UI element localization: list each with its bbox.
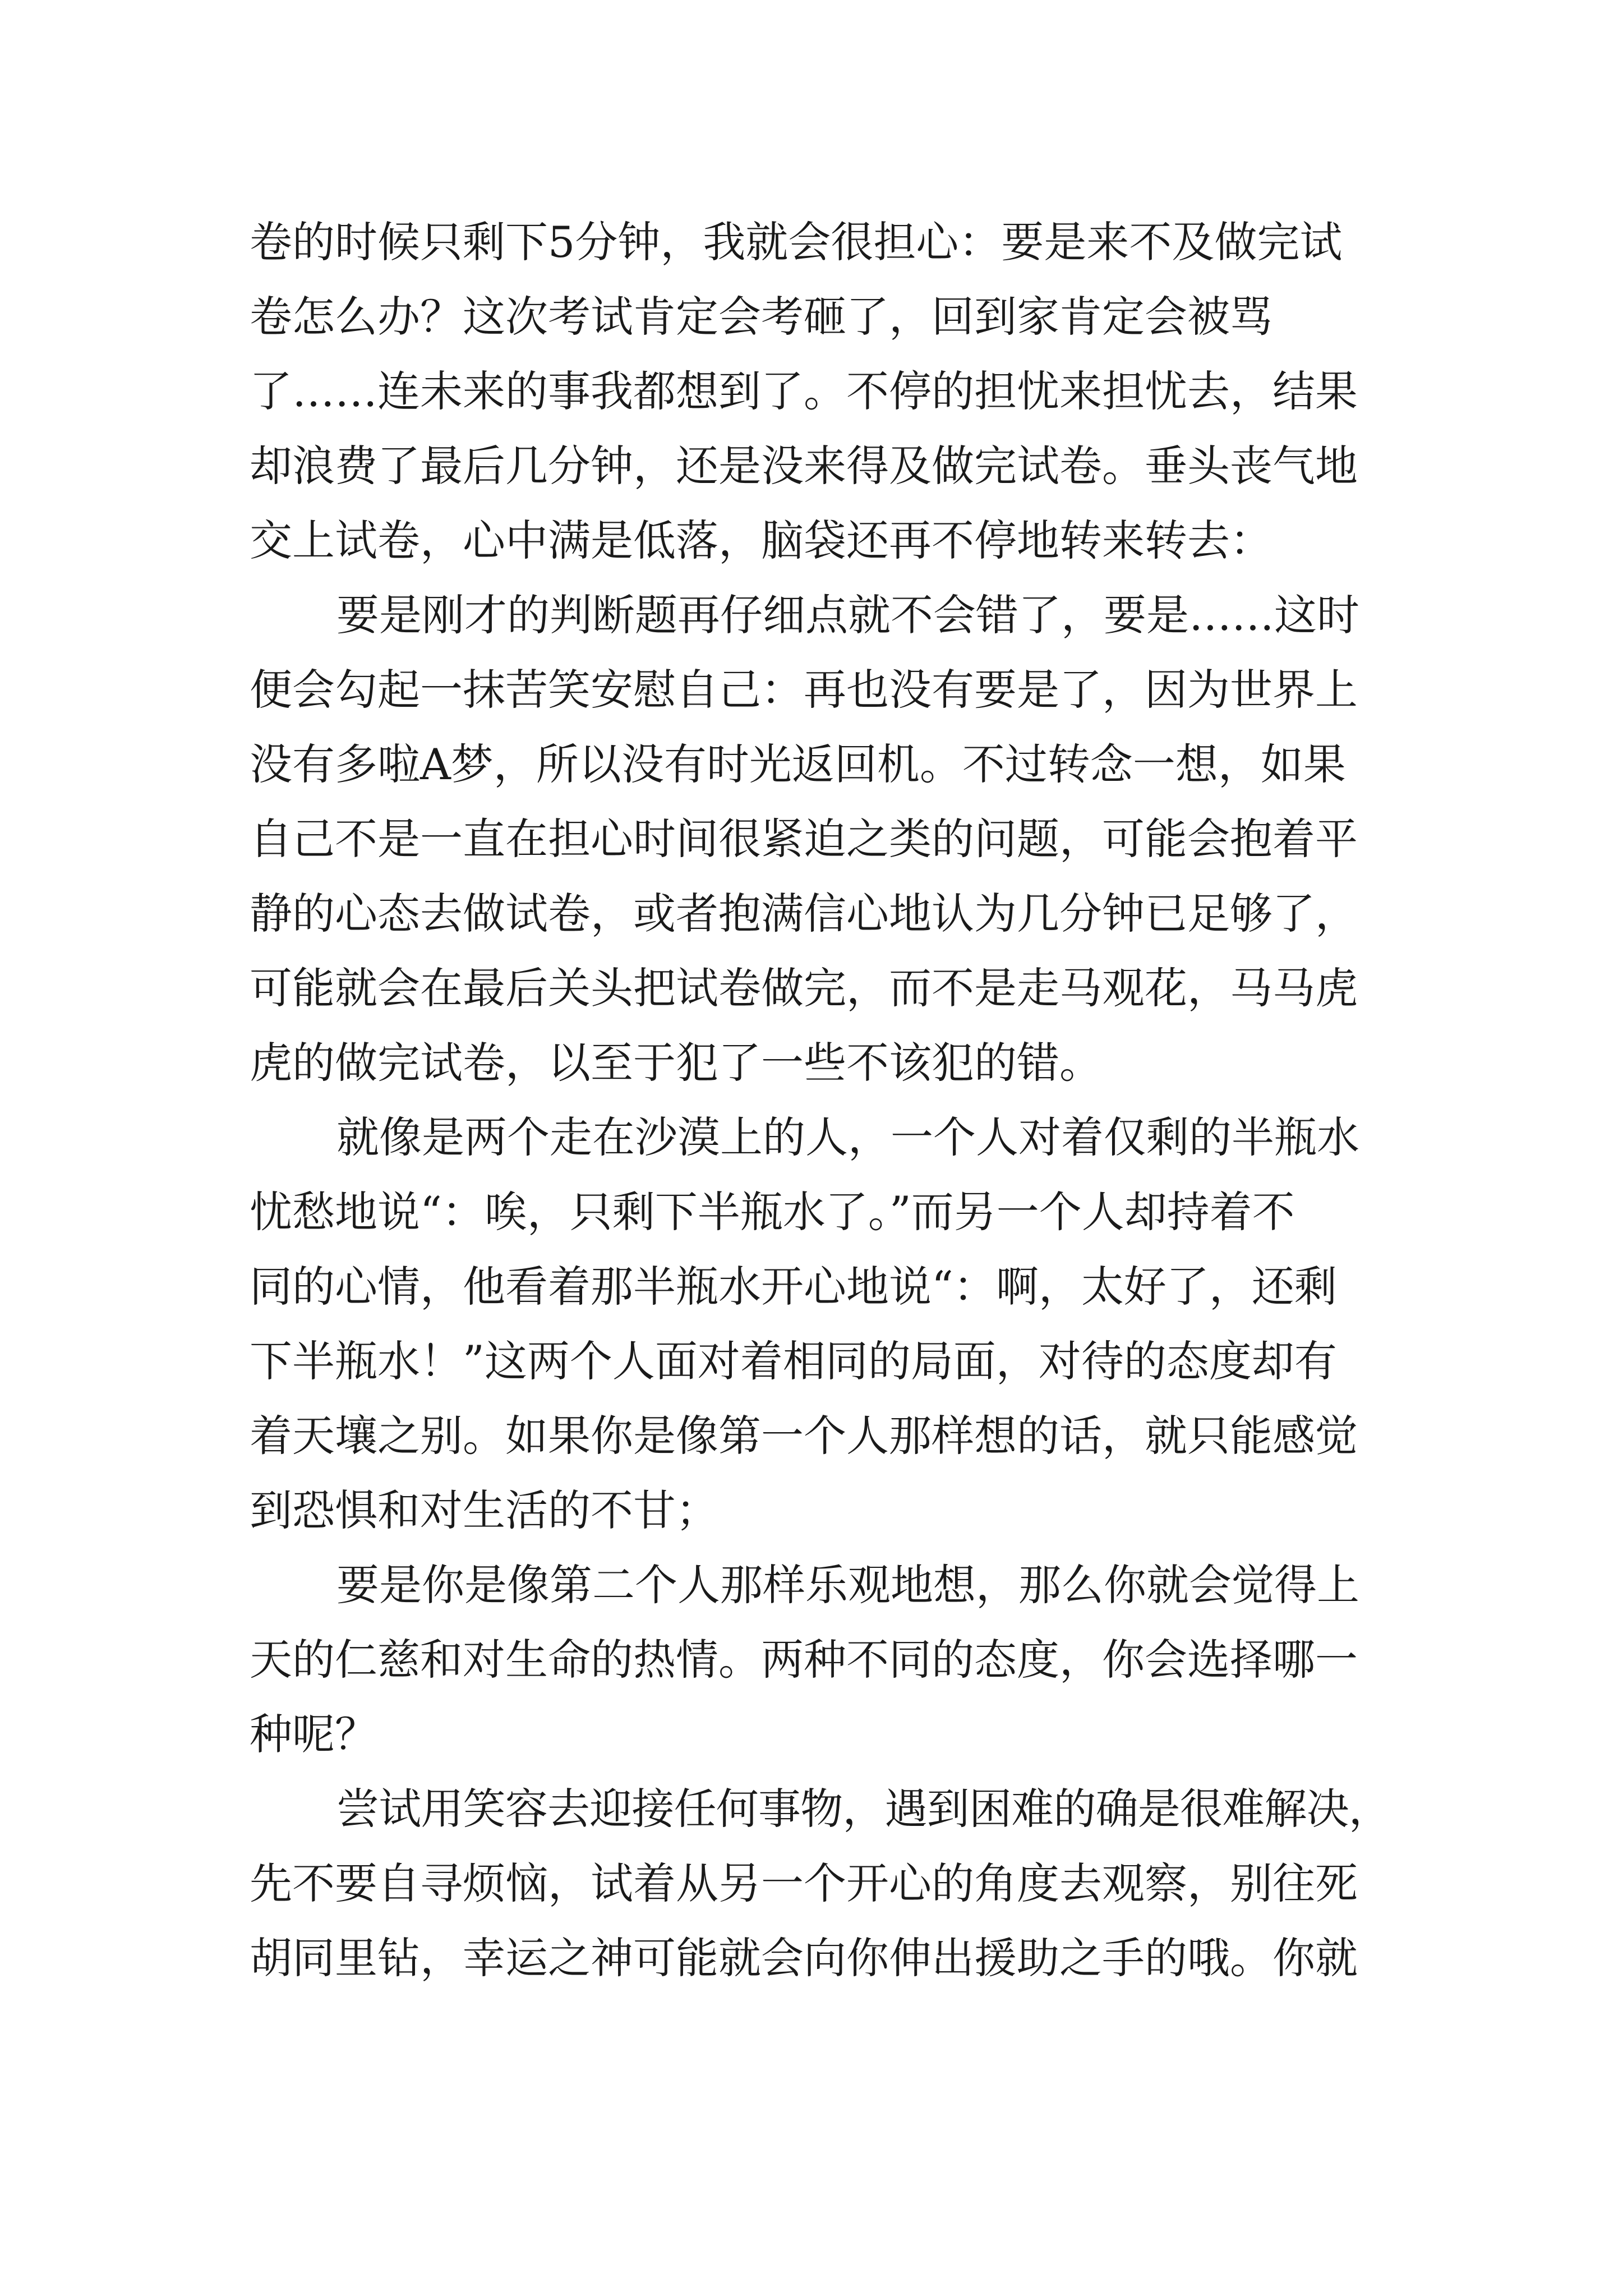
text-line: 忧愁地说“：唉，只剩下半瓶水了。”而另一个人却持着不	[250, 1187, 1295, 1237]
text-line: 到恐惧和对生活的不甘；	[250, 1485, 718, 1535]
text-line: 自己不是一直在担心时间很紧迫之类的问题，可能会抱着平	[250, 814, 1358, 864]
text-line: 种呢？	[250, 1709, 377, 1759]
text-line: 可能就会在最后关头把试卷做完，而不是走马观花，马马虎	[250, 963, 1358, 1013]
text-line: 下半瓶水！”这两个人面对着相同的局面，对待的态度却有	[250, 1336, 1337, 1386]
text-line: 就像是两个走在沙漠上的人，一个人对着仅剩的半瓶水	[336, 1112, 1359, 1162]
text-line: 着天壤之别。如果你是像第一个人那样想的话，就只能感觉	[250, 1411, 1358, 1461]
essay-body	[250, 205, 1391, 1995]
text-line: 要是刚才的判断题再仔细点就不会错了，要是……这时	[336, 590, 1359, 640]
text-line: 胡同里钻，幸运之神可能就会向你伸出援助之手的哦。你就	[250, 1933, 1358, 1983]
text-line: 没有多啦A梦，所以没有时光返回机。不过转念一想，如果	[250, 739, 1346, 789]
text-line: 便会勾起一抹苦笑安慰自己：再也没有要是了，因为世界上	[250, 665, 1358, 715]
text-line: 了……连未来的事我都想到了。不停的担忧来担忧去，结果	[250, 366, 1358, 416]
text-line: 却浪费了最后几分钟，还是没来得及做完试卷。垂头丧气地	[250, 441, 1358, 491]
text-line: 天的仁慈和对生命的热情。两种不同的态度，你会选择哪一	[250, 1635, 1358, 1685]
text-line: 交上试卷，心中满是低落，脑袋还再不停地转来转去：	[250, 516, 1272, 565]
text-line: 同的心情，他看着那半瓶水开心地说“：啊，太好了，还剩	[250, 1262, 1337, 1312]
text-line: 静的心态去做试卷，或者抱满信心地认为几分钟已足够了，	[250, 889, 1358, 938]
text-line: 虎的做完试卷，以至于犯了一些不该犯的错。	[250, 1038, 1102, 1088]
text-line: 尝试用笑容去迎接任何事物，遇到困难的确是很难解决，	[336, 1784, 1391, 1834]
text-line: 要是你是像第二个人那样乐观地想，那么你就会觉得上	[336, 1560, 1359, 1610]
text-line: 卷的时候只剩下5分钟，我就会很担心：要是来不及做完试	[250, 217, 1343, 267]
text-line: 卷怎么办？这次考试肯定会考砸了，回到家肯定会被骂	[250, 292, 1272, 342]
text-line: 先不要自寻烦恼，试着从另一个开心的角度去观察，别往死	[250, 1858, 1358, 1908]
